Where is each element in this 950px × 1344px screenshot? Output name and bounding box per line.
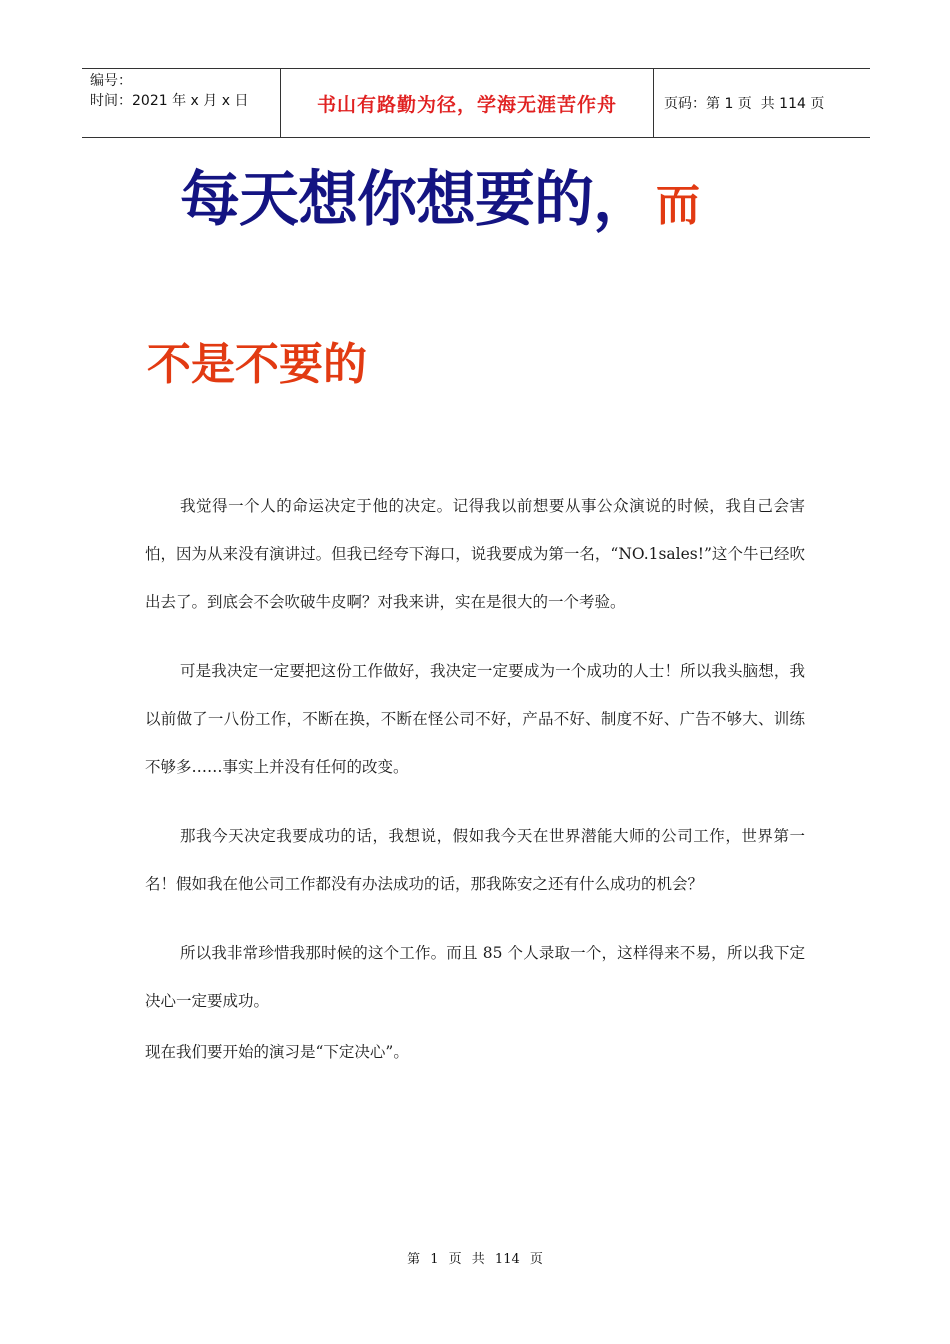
header-motto: 书山有路勤为径，学海无涯苦作舟 bbox=[281, 69, 654, 137]
paragraph-1: 我觉得一个人的命运决定于他的决定。记得我以前想要从事公众演说的时候，我自己会害怕，因为从来没有演讲过。但我已经夸下海口，说我要成为第一名，“NO.1sales!”这个牛已经吹出去了。到底会不会吹破牛皮啊？对我来讲，实在是很大的一个考验。 bbox=[145, 497, 805, 611]
paragraph-3: 那我今天决定我要成功的话，我想说，假如我今天在世界潜能大师的公司工作，世界第一名！假如我在他公司工作都没有办法成功的话，那我陈安之还有什么成功的机会？ bbox=[145, 827, 805, 893]
document-title-line-2: 不是不要的 bbox=[147, 339, 367, 390]
document-title-line-1 bbox=[180, 165, 700, 235]
page-footer: 第 1 页 共 114 页 bbox=[407, 1252, 543, 1267]
header-meta-cell bbox=[82, 69, 281, 137]
document-body bbox=[145, 482, 805, 1097]
title-main-text: 每天想你想要的， bbox=[180, 165, 652, 235]
title-tail-text: 而 bbox=[656, 180, 700, 231]
header-page-info: 页码：第 1 页 共 114 页 bbox=[664, 96, 825, 112]
header-number-label: 编号： bbox=[90, 73, 132, 89]
paragraph-5: 现在我们要开始的演习是“下定决心”。 bbox=[145, 1043, 409, 1061]
paragraph-2: 可是我决定一定要把这份工作做好，我决定一定要成为一个成功的人士！所以我头脑想，我以前做了一八份工作，不断在换，不断在怪公司不好，产品不好、制度不好、广告不够大、训练不够多……事实上并没有任何的改变。 bbox=[145, 662, 805, 776]
paragraph-4: 所以我非常珍惜我那时候的这个工作。而且 85 个人录取一个，这样得来不易，所以我下定决心一定要成功。 bbox=[145, 944, 805, 1010]
header-time-label: 时间：2021 年 x 月 x 日 bbox=[90, 93, 249, 109]
document-header bbox=[82, 68, 870, 138]
